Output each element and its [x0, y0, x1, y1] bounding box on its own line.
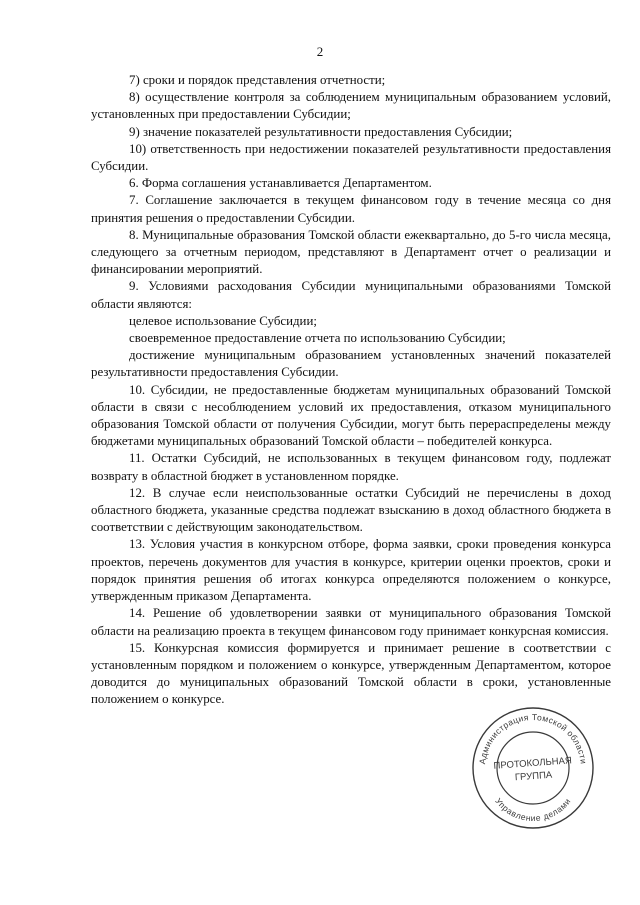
paragraph: 7) сроки и порядок представления отчетности;: [129, 73, 386, 87]
svg-text:Управление делами: [493, 796, 572, 823]
paragraph: 10. Субсидии, не предоставленные бюджетам муниципальных образований Томской области в связи с несоблюдением условий их предоставления, отказом муниципального образования Томской области от получения Субсидии, могут быть перераспределены между бюджетами муниципальных образований Томской области – победителей конкурса.: [91, 382, 611, 449]
paragraph: 11. Остатки Субсидий, не использованных в текущем финансовом году, подлежат возврату в областной бюджет в установленном порядке.: [91, 451, 611, 483]
stamp-inner-line2: ГРУППА: [514, 769, 553, 784]
paragraph: 6. Форма соглашения устанавливается Департаментом.: [129, 176, 432, 191]
paragraph: целевое использование Субсидии;: [129, 313, 317, 328]
official-stamp: [470, 705, 596, 831]
document-body: [91, 72, 611, 709]
paragraph: 8) осуществление контроля за соблюдением муниципальным образованием условий, установленных при предоставлении Субсидии;: [91, 90, 611, 122]
stamp-outer-top-text: Администрация Томской области: [477, 711, 589, 765]
svg-text:Администрация Томской области: [477, 712, 589, 765]
paragraph: достижение муниципальным образованием установленных значений показателей результативности предоставления Субсидии.: [91, 348, 611, 380]
paragraph: 9) значение показателей результативности предоставления Субсидии;: [129, 124, 513, 139]
paragraph: 8. Муниципальные образования Томской области ежеквартально, до 5-го числа месяца, следующего за отчетным периодом, представляют в Департамент отчет о реализации и финансировании мероприятий.: [91, 227, 611, 277]
paragraph: 12. В случае если неиспользованные остатки Субсидий не перечислены в доход областного бюджета, указанные средства подлежат взысканию в доход областного бюджета в соответствии с действующим законодательством.: [91, 485, 611, 535]
stamp-outer-bottom-text: Управление делами: [493, 795, 573, 824]
stamp-inner-line1: ПРОТОКОЛЬНАЯ: [493, 755, 573, 772]
paragraph: 14. Решение об удовлетворении заявки от муниципального образования Томской области на реализацию проекта в текущем финансовом году принимает конкурсная комиссия.: [91, 606, 611, 638]
page-number: 2: [316, 44, 324, 59]
paragraph: 10) ответственность при недостижении показателей результативности предоставления Субсидии.: [91, 141, 611, 174]
paragraph: 13. Условия участия в конкурсном отборе, форма заявки, сроки проведения конкурса проектов, перечень документов для участия в конкурсе, критерии оценки проектов, сроки и порядок принятия решения об итогах конкурса определяются положением о конкурсе, утвержденным приказом Департамента.: [91, 537, 611, 604]
paragraph: 7. Соглашение заключается в текущем финансовом году в течение месяца со дня принятия решения о предоставлении Субсидии.: [91, 193, 611, 225]
paragraph: 15. Конкурсная комиссия формируется и принимает решение в соответствии с установленным порядком и положением о конкурсе, утвержденным Департаментом, которое доводится до муниципальных образований Томской области в сроки, установленные положением о конкурсе.: [91, 640, 611, 707]
paragraph: своевременное предоставление отчета по использованию Субсидии;: [129, 331, 506, 346]
paragraph: 9. Условиями расходования Субсидии муниципальными образованиями Томской области являются:: [91, 279, 611, 311]
